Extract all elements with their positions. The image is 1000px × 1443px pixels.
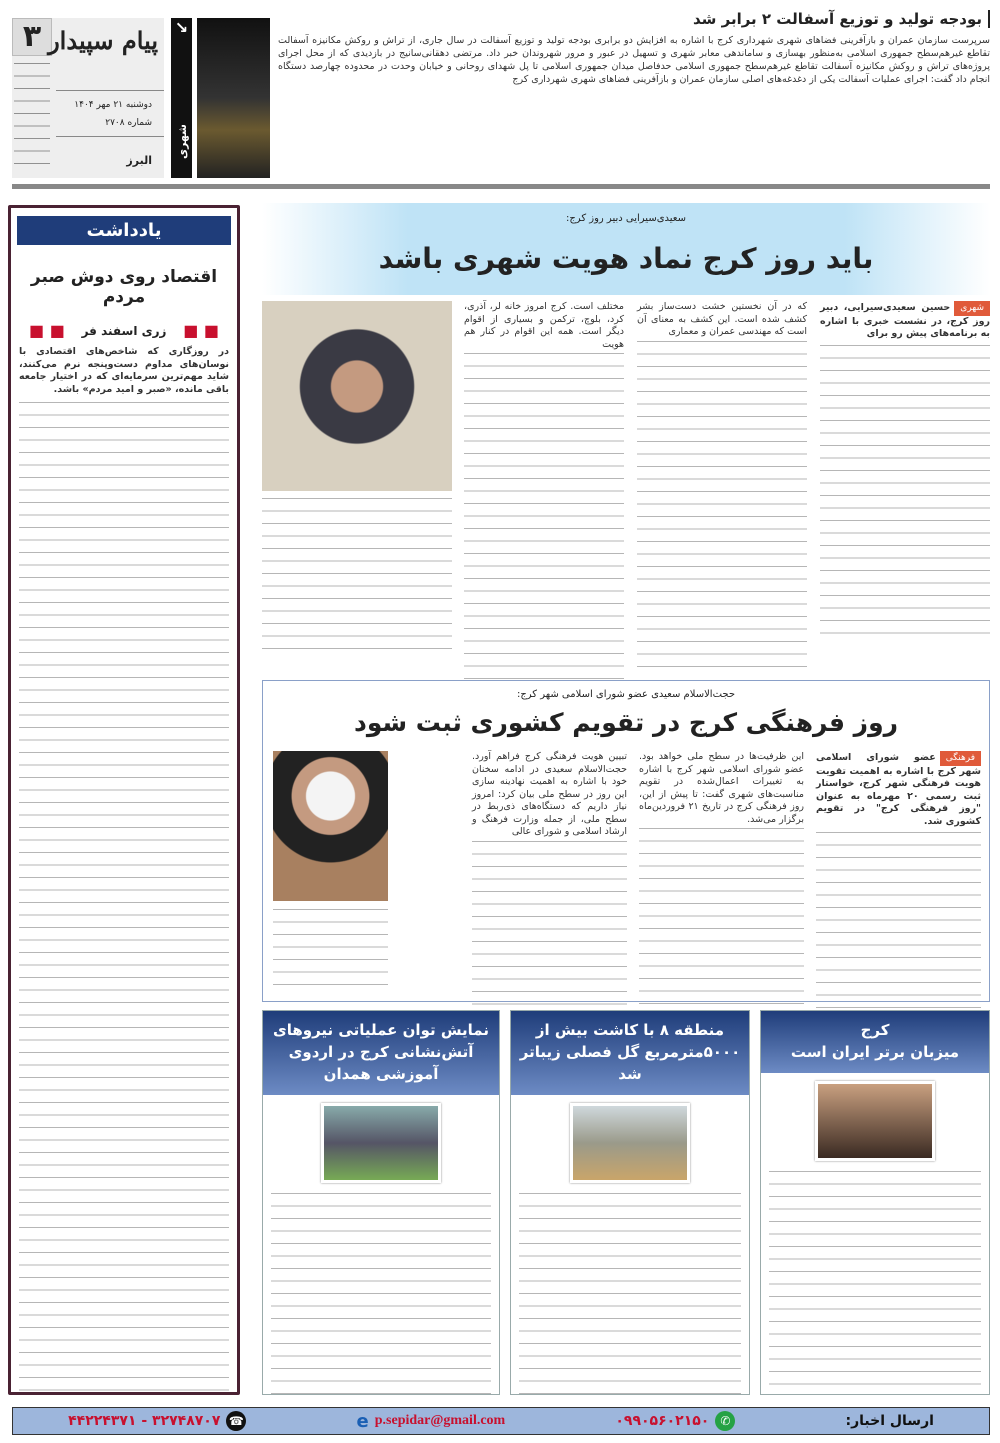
- arrow-icon: ↘: [174, 18, 189, 37]
- article1-body-text: [464, 353, 624, 683]
- issue-number: شماره ۲۷۰۸: [105, 118, 152, 128]
- email-icon: e: [356, 1410, 369, 1432]
- article1-col2: که در آن نخستین خشت دست‌ساز بشر کشف شده است. این کشف به معنای آن است که مهندسی عمران و معماری: [637, 301, 807, 337]
- box3-subtitle: آتش‌نشانی کرج در اردوی آموزشی همدان: [288, 1043, 474, 1083]
- box-firefighters: [262, 1010, 500, 1395]
- email-address[interactable]: p.sepidar@gmail.com: [374, 1413, 506, 1428]
- box2-body-text: [519, 1193, 741, 1394]
- editorial-body: [19, 402, 229, 1402]
- box2-header: [511, 1011, 749, 1095]
- article2-kicker: حجت‌الاسلام سعیدی عضو شورای اسلامی شهر کرج:: [516, 689, 736, 700]
- article2-col3: تبیین هویت فرهنگی کرج فراهم آورد. حجت‌الاسلام سعیدی در ادامه سخنان خود با اشاره به اهمیت نهادینه سازی این روز در سطح ملی بیان کرد: امروز نیاز داریم که دستگاه‌های ذی‌ربط در سطح ملی، از جمله وزارت فرهنگ و ارشاد اسلامی و شورای عالی: [472, 751, 627, 837]
- saeedi-sirai-photo: [262, 301, 452, 491]
- section-label: شهری: [176, 123, 190, 160]
- box1-photo: [815, 1081, 935, 1161]
- phone-numbers[interactable]: ۳۲۷۴۸۷۰۷ - ۴۴۲۲۴۳۷۱: [68, 1413, 221, 1429]
- divider: [12, 184, 990, 189]
- decor-squares: ■ ■: [29, 321, 65, 340]
- article1-tag: شهری: [954, 301, 990, 316]
- box1-header: [761, 1011, 989, 1073]
- box2-photo: [570, 1103, 690, 1183]
- article1-column-3: [464, 301, 624, 683]
- article1-body-text: [262, 498, 452, 658]
- box3-title: نمایش توان عملیاتی نیروهای: [273, 1021, 489, 1039]
- box-flowers: [510, 1010, 750, 1395]
- box3-photo: [321, 1103, 441, 1183]
- masthead-divider: [56, 136, 164, 137]
- top-story-headline: بودجه تولید و توزیع آسفالت ۲ برابر شد: [278, 10, 990, 28]
- article2-column-2: [639, 751, 804, 1008]
- issue-date: دوشنبه ۲۱ مهر ۱۴۰۴: [74, 100, 152, 110]
- region-label: البرز: [126, 154, 152, 167]
- whatsapp-icon: ✆: [715, 1411, 735, 1431]
- article2-col2: این ظرفیت‌ها در سطح ملی خواهد بود. عضو شورای اسلامی شهر کرج با اشاره به تغییرات اعمال‌شده در تقویم مناسبت‌های شهری گفت: تا پیش از این، روز فرهنگی کرج در تاریخ ۲۱ فروردین‌ماه برگزار می‌شد.: [639, 751, 804, 825]
- article1-header: [262, 203, 990, 295]
- article1-col3: مختلف است. کرج امروز خانه لر، آذری، کرد، بلوچ، ترکمن و بسیاری از اقوام دیگر است. همه این اقوام در کنار هم هویت: [464, 301, 624, 350]
- article2-column-1: [816, 751, 981, 1017]
- decor-squares: ■ ■: [183, 321, 219, 340]
- article2-body-text: [639, 828, 804, 1008]
- box2-subtitle: ۵۰۰۰مترمربع گل فصلی زیباتر شد: [519, 1043, 741, 1083]
- top-story: [278, 10, 990, 180]
- article-karaj-day: [262, 203, 990, 668]
- whatsapp-contact: [615, 1411, 735, 1431]
- article1-lead: حسین سعیدی‌سیرایی، دبیر روز کرج، در نشست خبری با اشاره به برنامه‌های پیش رو برای: [820, 302, 990, 339]
- footer-contact-bar: [12, 1407, 990, 1435]
- editorial-column: [8, 205, 240, 1395]
- phone-icon: ☎: [226, 1411, 246, 1431]
- article2-body-text: [273, 909, 388, 989]
- editorial-headline: اقتصاد روی دوش صبر مردم: [30, 267, 218, 307]
- article1-column-1: [820, 301, 990, 645]
- asphalt-photo: [197, 18, 270, 178]
- article1-body-text: [820, 345, 990, 645]
- whatsapp-number[interactable]: ۰۹۹۰۵۶۰۲۱۵۰: [615, 1413, 710, 1429]
- box1-body-text: [769, 1171, 981, 1394]
- article1-body-text: [637, 341, 807, 671]
- box3-header: [263, 1011, 499, 1095]
- editorial-section-title: یادداشت: [17, 216, 231, 245]
- masthead-divider: [56, 90, 164, 91]
- editorial-byline: [29, 321, 219, 340]
- phone-contact: [68, 1411, 246, 1431]
- masthead-rule-pattern: [14, 63, 50, 173]
- box3-body-text: [271, 1193, 491, 1394]
- box1-title: کرج: [860, 1021, 890, 1039]
- article2-lead: عضو شورای اسلامی شهر کرج با اشاره به اهمیت تقویت هویت فرهنگی شهر کرج، خواستار ثبت رسمی ۲۰ مهرماه به عنوان "روز فرهنگی کرج" در تقویم کشوری شد.: [816, 752, 981, 827]
- box-best-host: [760, 1010, 990, 1395]
- article1-column-2: [637, 301, 807, 671]
- logo: پیام سپیدار: [48, 26, 158, 55]
- saeedi-photo: [273, 751, 388, 901]
- editorial-author: زری اسفند فر: [81, 323, 167, 338]
- page-number: ۳: [12, 18, 52, 56]
- box1-subtitle: میزبان برتر ایران است: [790, 1043, 960, 1061]
- article1-kicker: سعیدی‌سیرایی دبیر روز کرج:: [565, 213, 686, 224]
- box2-title: منطقه ۸ با کاشت بیش از: [535, 1021, 725, 1039]
- article2-body-text: [472, 841, 627, 1006]
- top-story-body: سرپرست سازمان عمران و بازآفرینی فضاهای شهری شهرداری کرج با اشاره به افزایش دو برابری بودجه تولید و توزیع آسفالت در سال جاری، از تراش و روکش مکانیزه آسفالت تقاطع غیرهم‌سطح جمهوری اسلامی به‌منظور بهسازی و ساماندهی معابر شهری و تسهیل در عبور و مرور شهروندان خبر داد. مرتضی دهقانی‌سانیج در بازدیدی که از محل اجرای پروژه‌های تراش و روکش مکانیزه آسفالت تقاطع غیرهم‌سطح جمهوری اسلامی حدفاصل میدان جمهوری اسلامی تا پل شهدای روحانی و خیابان وحدت در محدوده چهارصد دستگاه انجام داد گفت: اجرای عملیات آسفالت یکی از دغدغه‌های اصلی سازمان عمران و بازآفرینی فضاهای شهری شهرداری کرج: [278, 35, 990, 85]
- article2-body-text: [816, 832, 981, 1017]
- article2-header: [263, 681, 989, 737]
- article1-headline: باید روز کرج نماد هویت شهری باشد: [378, 242, 874, 275]
- masthead: [12, 18, 164, 178]
- footer-label: ارسال اخبار:: [845, 1413, 934, 1429]
- article2-headline: روز فرهنگی کرج در تقویم کشوری ثبت شود: [353, 708, 899, 737]
- article2-tag: فرهنگی: [940, 751, 981, 766]
- article-cultural-day: [262, 680, 990, 1002]
- section-strip: [171, 18, 192, 178]
- email-contact: [357, 1411, 506, 1432]
- editorial-lead: در روزگاری که شاخص‌های اقتصادی با نوسان‌های مداوم دست‌وپنجه نرم می‌کنند، شاید مهم‌ترین سرمایه‌ای که در اختیار جامعه باقی مانده، «صبر و امید مردم» باشد.: [19, 346, 229, 395]
- article2-column-3: [472, 751, 627, 1006]
